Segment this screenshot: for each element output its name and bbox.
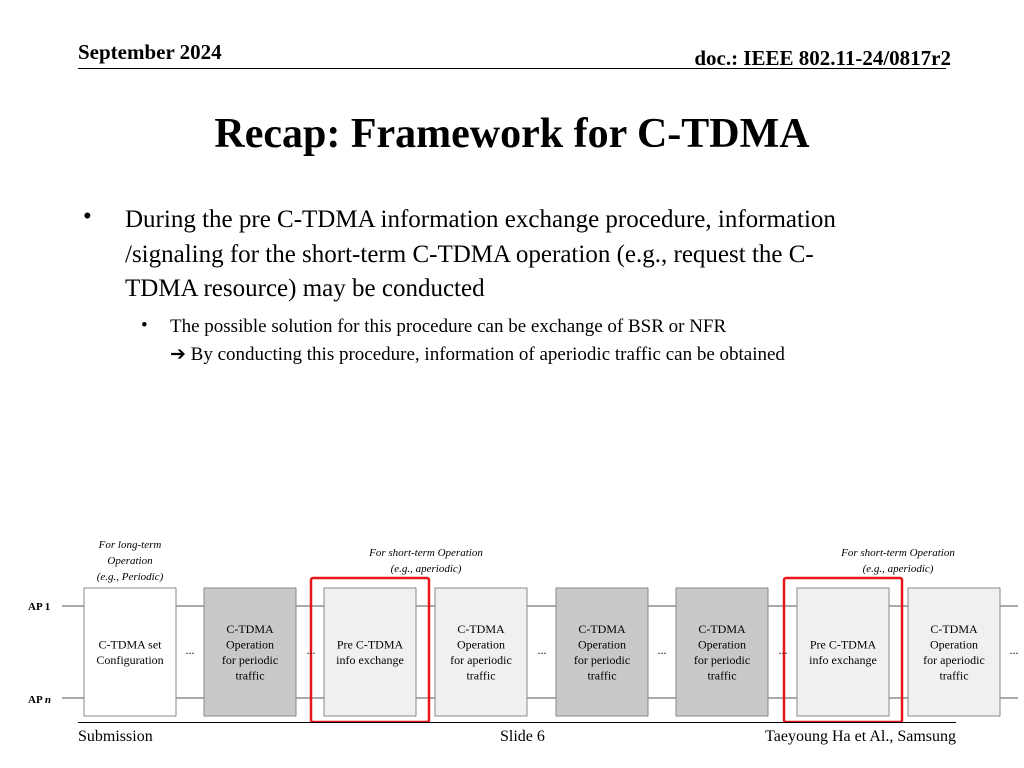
bullet-main-line: During the pre C-TDMA information exchange procedure, information — [125, 206, 836, 233]
timeline-box-label: Pre C-TDMA — [809, 637, 877, 652]
timeline-box-label: traffic — [587, 668, 617, 683]
annotation-label: Operation — [107, 555, 153, 567]
timeline-box-label: C-TDMA — [457, 621, 505, 636]
timeline-box-label: Pre C-TDMA — [336, 637, 404, 652]
timeline-box-label: traffic — [235, 668, 265, 683]
sub-bullet-line2: By conducting this procedure, information of aperiodic traffic can be obtained — [190, 344, 785, 365]
header-divider — [78, 68, 946, 69]
bullet-main-line: /signaling for the short-term C-TDMA operation (e.g., request the C- — [125, 240, 814, 268]
header-doc-id: doc.: IEEE 802.11-24/0817r2 — [694, 46, 951, 70]
sub-bullet-marker: • — [141, 315, 148, 336]
timeline-box-label: Operation — [457, 637, 505, 652]
ellipsis-marker: ... — [778, 643, 788, 657]
footer-slide-number: Slide 6 — [500, 728, 545, 745]
timeline-box-label: Operation — [698, 637, 746, 652]
timeline-box-label: for periodic — [221, 652, 279, 667]
footer-divider — [78, 722, 956, 723]
arrow-right-icon: ➔ — [170, 344, 186, 365]
timeline-box-label: C-TDMA — [578, 621, 626, 636]
timeline-box-label: Operation — [578, 637, 626, 652]
bullet-marker: • — [83, 203, 92, 230]
bullet-main-text — [125, 203, 955, 307]
timeline-box-label: Configuration — [96, 652, 164, 667]
annotation-label: (e.g., aperiodic) — [390, 563, 462, 575]
sub-bullet-line: The possible solution for this procedure can be exchange of BSR or NFR — [170, 316, 727, 337]
timeline-box-label: info exchange — [809, 652, 877, 667]
timeline-box-label: info exchange — [336, 652, 404, 667]
slide-title: Recap: Framework for C-TDMA — [214, 111, 810, 157]
ellipsis-marker: ... — [537, 643, 547, 657]
timeline-box-label: traffic — [939, 668, 969, 683]
timeline-box-label: for aperiodic — [923, 652, 985, 667]
ellipsis-marker: ... — [185, 643, 195, 657]
ellipsis-marker: ... — [1009, 643, 1019, 657]
timeline-box-label: traffic — [466, 668, 496, 683]
header-date: September 2024 — [78, 40, 222, 64]
ap1-label: AP 1 — [28, 601, 51, 613]
annotation-label: (e.g., aperiodic) — [862, 563, 934, 575]
timeline-box-label: for periodic — [693, 652, 751, 667]
footer-author: Taeyoung Ha et Al., Samsung — [765, 728, 956, 745]
sub-bullet-text — [170, 313, 970, 369]
apn-label: AP n — [28, 694, 51, 706]
footer-submission: Submission — [78, 728, 153, 745]
timeline-box-label: C-TDMA — [930, 621, 978, 636]
sub-bullet-line-arrow — [170, 341, 970, 369]
timeline-box-label: for periodic — [573, 652, 631, 667]
ellipsis-marker: ... — [306, 643, 316, 657]
annotation-label: For long-term — [98, 539, 162, 551]
timeline-box-label: for aperiodic — [450, 652, 512, 667]
timeline-box-label: Operation — [930, 637, 978, 652]
timeline-box-label: C-TDMA set — [98, 637, 162, 652]
annotation-label: For short-term Operation — [841, 547, 955, 559]
bullet-main-line: TDMA resource) may be conducted — [125, 275, 485, 302]
timeline-box-label: Operation — [226, 637, 274, 652]
timeline-box-label: C-TDMA — [226, 621, 274, 636]
ellipsis-marker: ... — [657, 643, 667, 657]
timeline-box-label: C-TDMA — [698, 621, 746, 636]
timeline-box-label: traffic — [707, 668, 737, 683]
annotation-label: For short-term Operation — [369, 547, 483, 559]
annotation-label: (e.g., Periodic) — [96, 571, 164, 583]
c-tdma-framework-diagram — [0, 530, 1024, 722]
